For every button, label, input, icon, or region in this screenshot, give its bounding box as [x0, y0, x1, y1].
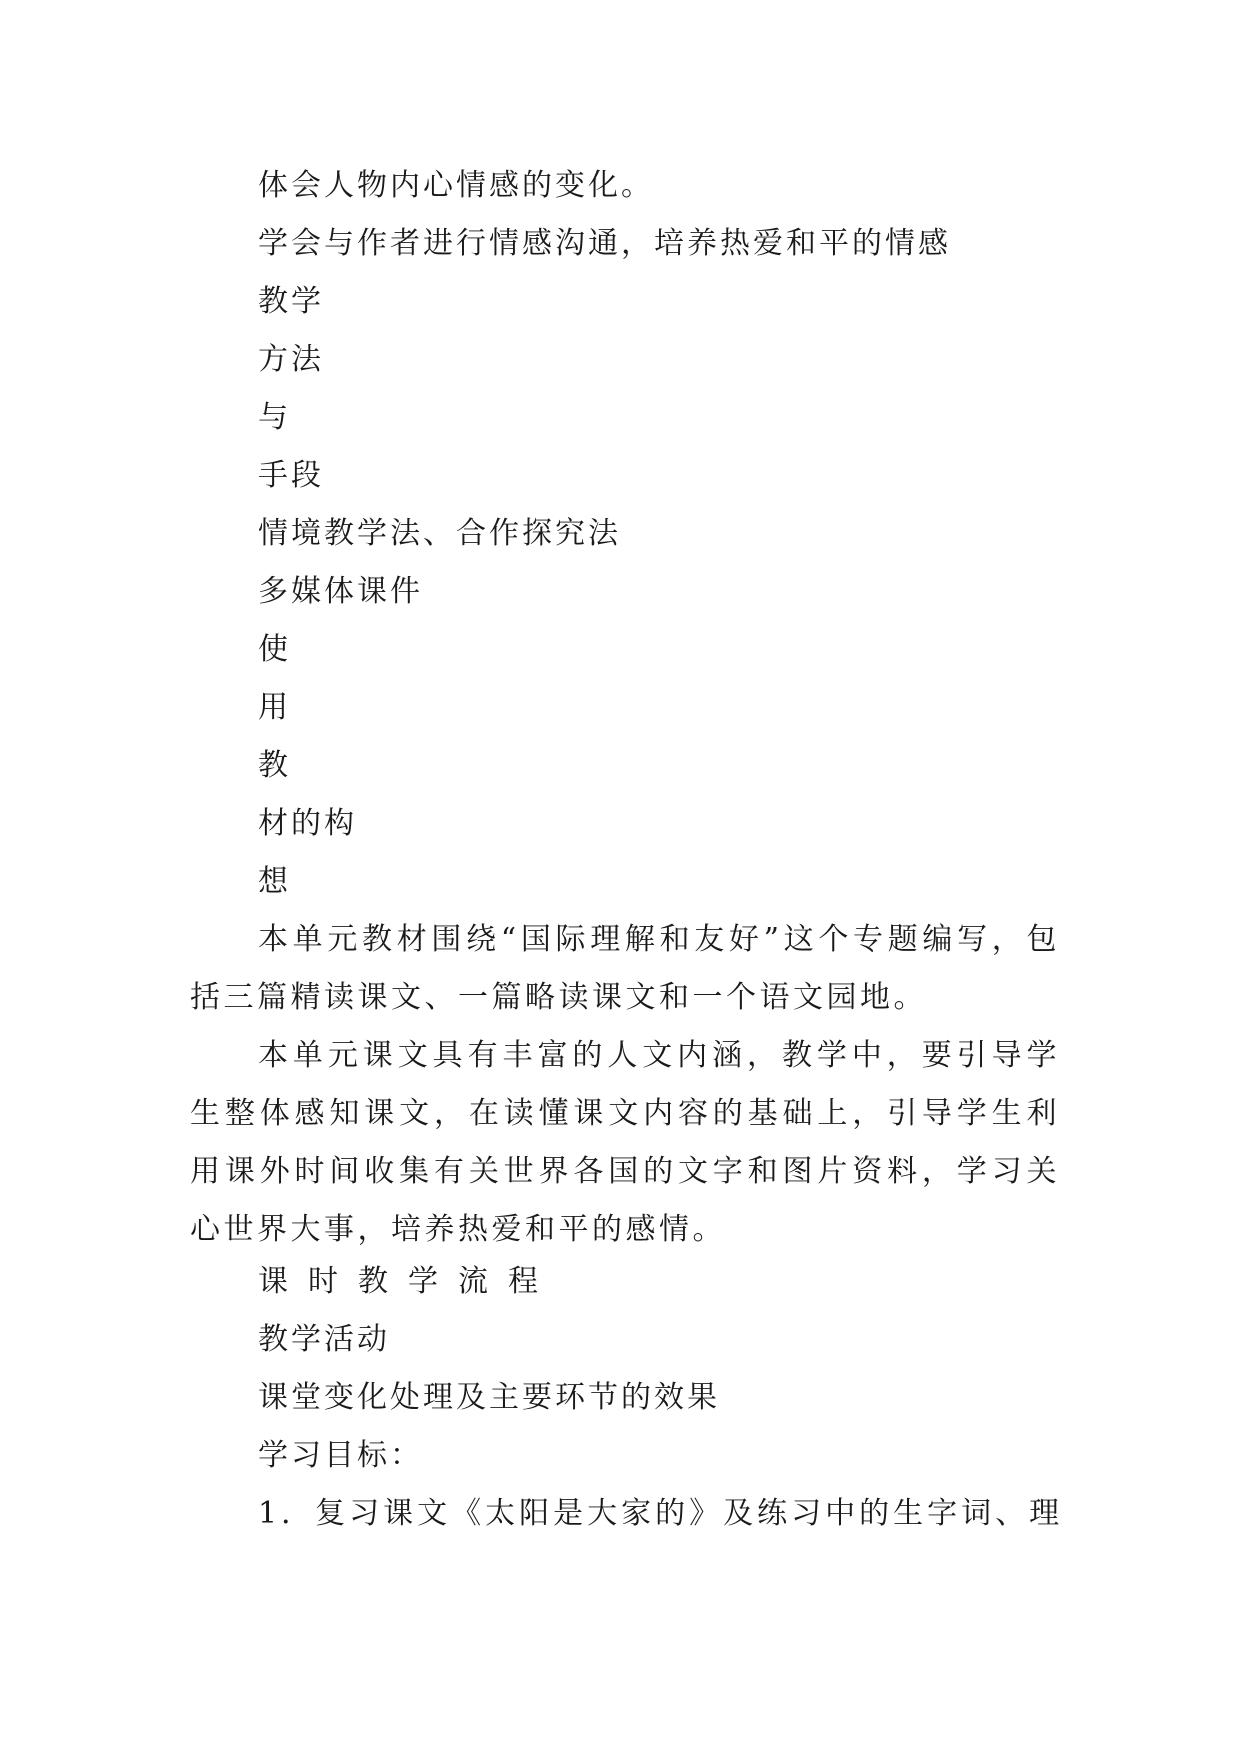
text-line: 情境教学法、合作探究法	[258, 516, 621, 551]
body-paragraph: 本单元教材围绕“国际理解和友好”这个专题编写，包括三篇精读课文、一篇略读课文和一个语文园地。	[190, 922, 1060, 1015]
list-item: 1．复习课文《太阳是大家的》及练习中的生字词、理	[258, 1496, 1064, 1531]
text-line: 使	[258, 632, 291, 667]
text-line: 想	[258, 864, 291, 899]
text-line: 学会与作者进行情感沟通，培养热爱和平的情感	[258, 226, 951, 261]
text-line: 教	[258, 748, 291, 783]
text-line: 手段	[258, 458, 324, 493]
text-line: 学习目标：	[258, 1438, 423, 1473]
text-line: 课堂变化处理及主要环节的效果	[258, 1380, 720, 1415]
text-line: 与	[258, 400, 291, 435]
text-line: 方法	[258, 342, 324, 377]
text-line: 材的构	[258, 806, 357, 841]
text-line: 教学	[258, 284, 324, 319]
text-line: 体会人物内心情感的变化。	[258, 168, 654, 203]
text-line: 用	[258, 690, 291, 725]
section-heading: 课时教学流程	[258, 1264, 558, 1299]
text-line: 多媒体课件	[258, 574, 423, 609]
body-paragraph: 本单元课文具有丰富的人文内涵，教学中，要引导学生整体感知课文，在读懂课文内容的基础上，引导学生利用课外时间收集有关世界各国的文字和图片资料，学习关心世界大事，培养热爱和平的感情。	[190, 1038, 1060, 1247]
text-line: 教学活动	[258, 1322, 390, 1357]
